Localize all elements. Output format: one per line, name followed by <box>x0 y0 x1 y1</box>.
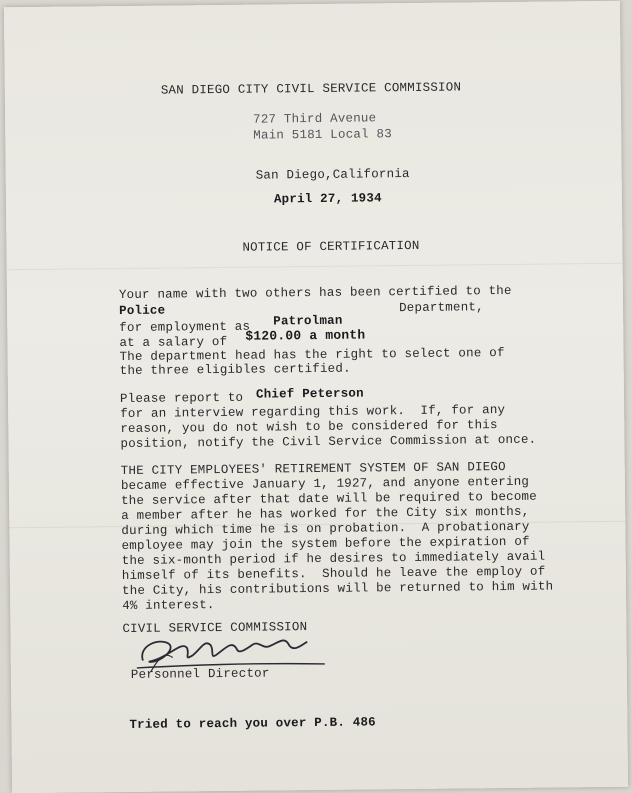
department-label: Department, <box>399 300 484 316</box>
city: San Diego,California <box>255 167 410 183</box>
salary-prefix: at a salary of <box>119 334 228 351</box>
retirement-line: himself of its benefits. Should he leave the employ of <box>121 564 546 584</box>
letter-date: April 27, 1934 <box>273 191 382 207</box>
retirement-line: 4% interest. <box>122 598 215 614</box>
org-name: SAN DIEGO CITY CIVIL SERVICE COMMISSION <box>160 80 462 98</box>
address-line-1: 727 Third Avenue <box>253 111 377 127</box>
position-title: Patrolman <box>273 313 343 329</box>
retirement-line: the City, his contributions will be returned to him with <box>121 579 554 599</box>
report-to-name: Chief Peterson <box>255 386 364 402</box>
retirement-line: employee may join the system before the expiration of <box>121 534 530 554</box>
letter-paper <box>4 1 628 793</box>
department-name: Police <box>119 303 166 319</box>
retirement-line: a member after he has worked for the City six months, <box>121 504 530 524</box>
handwritten-note: Tried to reach you over P.B. 486 <box>129 715 376 732</box>
retirement-line: the six-month period if he desires to immediately avail <box>121 549 546 569</box>
notice-title: NOTICE OF CERTIFICATION <box>242 238 420 255</box>
commission-signature-label: CIVIL SERVICE COMMISSION <box>122 620 308 637</box>
salary-amount: $120.00 a month <box>245 327 366 344</box>
employment-prefix: for employment as <box>119 319 251 336</box>
retirement-line: the service after that date will be required to become <box>121 489 538 509</box>
report-prefix: Please report to <box>119 390 244 407</box>
body-line: for an interview regarding this work. If, for any <box>120 403 506 422</box>
retirement-line: became effective January 1, 1927, and anyone entering <box>120 474 530 494</box>
address-line-2: Main 5181 Local 83 <box>253 127 392 143</box>
director-title: Personnel Director <box>130 666 270 682</box>
body-line: reason, you do not wish to be considered for this <box>120 418 498 437</box>
body-line: The department head has the right to select one of <box>119 346 505 365</box>
retirement-line: during which time he is on probation. A probationary <box>121 519 530 539</box>
body-line: the three eligibles certified. <box>119 361 351 379</box>
retirement-line: THE CITY EMPLOYEES' RETIREMENT SYSTEM OF SAN DIEGO <box>120 460 506 479</box>
body-line: position, notify the Civil Service Commission at once. <box>120 432 537 452</box>
body-line: Your name with two others has been certified to the <box>118 283 512 303</box>
fold-line <box>7 263 623 270</box>
